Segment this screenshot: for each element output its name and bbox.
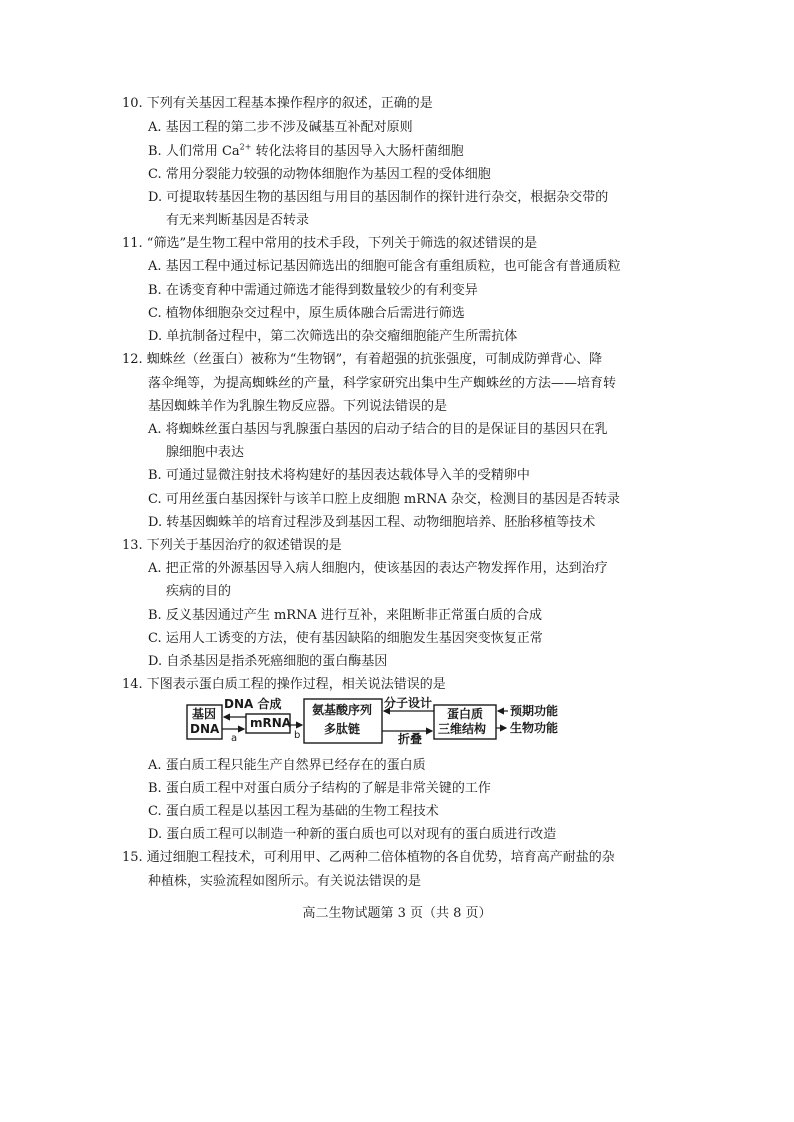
- q14-option-b: B. 蛋白质工程中对蛋白质分子结构的了解是非常关键的工作: [148, 781, 491, 796]
- diagram-label-dna-synthesis: DNA 合成: [224, 697, 282, 711]
- q13-option-d: D. 自杀基因是指杀死癌细胞的蛋白酶基因: [148, 654, 388, 669]
- q10-option-b-rest: 转化法将目的基因导入大肠杆菌细胞: [251, 144, 464, 159]
- diagram-box-mrna: mRNA: [250, 716, 292, 730]
- q12-stem-line-1: 12. 蜘蛛丝（丝蛋白）被称为“生物钢”，有着超强的抗张强度，可制成防弹背心、降: [122, 352, 603, 367]
- diagram-label-folding: 折叠: [398, 732, 423, 746]
- q10-option-a: A. 基因工程的第二步不涉及碱基互补配对原则: [148, 120, 413, 135]
- protein-engineering-diagram: [186, 697, 566, 747]
- diagram-box-amino-acid-line-1: 氨基酸序列: [312, 703, 373, 717]
- q10-option-b-sup: 2+: [239, 142, 252, 152]
- diagram-label-molecular-design: 分子设计: [384, 696, 433, 710]
- diagram-label-b: b: [294, 730, 301, 741]
- q10-option-c: C. 常用分裂能力较强的动物体细胞作为基因工程的受体细胞: [148, 167, 491, 182]
- q12-option-b: B. 可通过显微注射技术将构建好的基因表达载体导入羊的受精卵中: [148, 468, 530, 483]
- q11-option-d: D. 单抗制备过程中，第二次筛选出的杂交瘤细胞能产生所需抗体: [148, 329, 518, 344]
- q11-option-c: C. 植物体细胞杂交过程中，原生质体融合后需进行筛选: [148, 306, 465, 321]
- q11-option-b: B. 在诱变育种中需通过筛选才能得到数量较少的有利变异: [148, 283, 478, 298]
- q14-option-d: D. 蛋白质工程可以制造一种新的蛋白质也可以对现有的蛋白质进行改造: [148, 827, 557, 842]
- diagram-box-protein-line-2: 三维结构: [438, 722, 487, 736]
- q15-stem-line-2: 种植株，实验流程如图所示。有关说法错误的是: [148, 874, 422, 889]
- q12-stem-line-2: 落伞绳等，为提高蜘蛛丝的产量，科学家研究出集中生产蜘蛛丝的方法——培育转: [148, 376, 617, 391]
- q10-option-d-cont: 有无来判断基因是否转录: [166, 213, 310, 228]
- diagram-label-a: a: [231, 733, 238, 744]
- q14-option-a: A. 蛋白质工程只能生产自然界已经存在的蛋白质: [148, 758, 426, 773]
- q12-option-d: D. 转基因蜘蛛羊的培育过程涉及到基因工程、动物细胞培养、胚胎移植等技术: [148, 515, 596, 530]
- q14-stem: 14. 下图表示蛋白质工程的操作过程，相关说法错误的是: [122, 677, 446, 692]
- diagram-label-expected-function: 预期功能: [510, 704, 559, 718]
- q10-option-b-text: B. 人们常用 Ca: [148, 144, 240, 159]
- q10-option-b: [148, 144, 464, 160]
- q13-option-a: A. 把正常的外源基因导入病人细胞内，使该基因的表达产物发挥作用，达到治疗: [148, 561, 608, 576]
- q10-stem: 10. 下列有关基因工程基本操作程序的叙述，正确的是: [122, 96, 433, 111]
- q13-option-a-cont: 疾病的目的: [166, 584, 232, 599]
- diagram-label-biological-function: 生物功能: [510, 721, 559, 735]
- q11-option-a: A. 基因工程中通过标记基因筛选出的细胞可能含有重组质粒，也可能含有普通质粒: [148, 259, 621, 274]
- q13-option-c: C. 运用人工诱变的方法，使有基因缺陷的细胞发生基因突变恢复正常: [148, 631, 543, 646]
- diagram-box-gene-line-1: 基因: [192, 707, 217, 721]
- page-footer: 高二生物试题第 3 页（共 8 页）: [302, 906, 492, 921]
- q12-stem-line-3: 基因蜘蛛羊作为乳腺生物反应器。下列说法错误的是: [148, 399, 448, 414]
- q13-stem: 13. 下列关于基因治疗的叙述错误的是: [122, 538, 342, 553]
- q10-option-d: D. 可提取转基因生物的基因组与用目的基因制作的探针进行杂交，根据杂交带的: [148, 190, 609, 205]
- diagram-box-protein-line-1: 蛋白质: [447, 707, 484, 721]
- q13-option-b: B. 反义基因通过产生 mRNA 进行互补，来阻断非正常蛋白质的合成: [148, 608, 542, 623]
- diagram-box-amino-acid-line-2: 多肽链: [324, 722, 361, 736]
- diagram-box-gene-line-2: DNA: [190, 722, 220, 736]
- q12-option-c: C. 可用丝蛋白基因探针与该羊口腔上皮细胞 mRNA 杂交，检测目的基因是否转录: [148, 492, 620, 507]
- q12-option-a: A. 将蜘蛛丝蛋白基因与乳腺蛋白基因的启动子结合的目的是保证目的基因只在乳: [148, 422, 608, 437]
- q12-option-a-cont: 腺细胞中表达: [166, 445, 245, 460]
- q15-stem-line-1: 15. 通过细胞工程技术，可利用甲、乙两种二倍体植物的各自优势，培育高产耐盐的杂: [122, 850, 615, 865]
- q14-option-c: C. 蛋白质工程是以基因工程为基础的生物工程技术: [148, 804, 439, 819]
- q11-stem: 11. “筛选”是生物工程中常用的技术手段，下列关于筛选的叙述错误的是: [122, 236, 538, 251]
